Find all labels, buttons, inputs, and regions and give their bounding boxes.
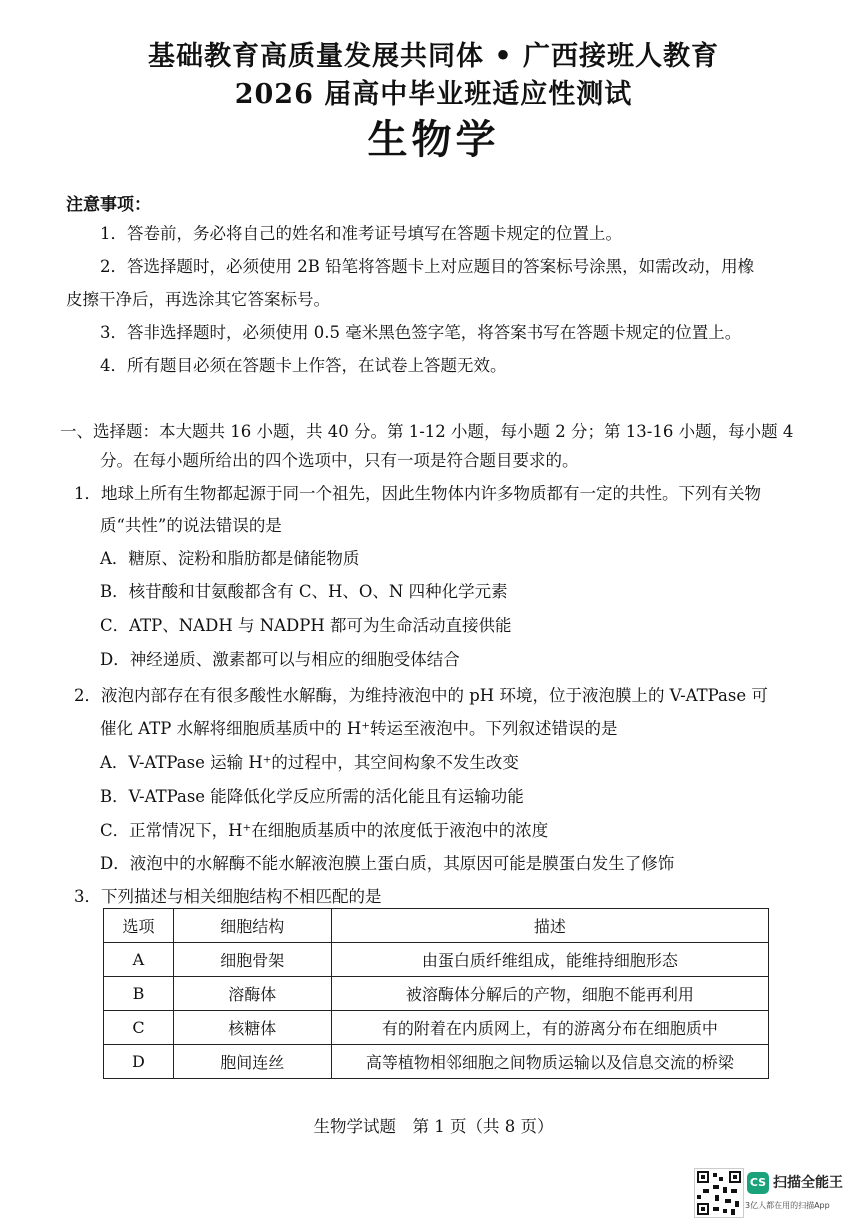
exam-organizer-title: 基础教育高质量发展共同体 • 广西接班人教育 — [147, 41, 720, 72]
q2-stem-cont: 催化 ATP 水解将细胞质基质中的 H⁺转运至液泡中。下列叙述错误的是 — [100, 719, 618, 738]
watermark-app-name: 扫描全能王 — [773, 1175, 843, 1191]
table-row — [104, 977, 769, 1011]
watermark-tagline: 3亿人都在用的扫描App — [745, 1201, 830, 1210]
subject-title: 生物学 — [367, 116, 500, 163]
q1-option-a: A．糖原、淀粉和脂肪都是储能物质 — [100, 549, 360, 568]
qr-code-icon — [694, 1168, 744, 1218]
table-cell: 由蛋白质纤维组成，能维持细胞形态 — [331, 943, 768, 977]
table-cell: 溶酶体 — [173, 977, 331, 1011]
table-row — [104, 1045, 769, 1079]
table-header: 描述 — [331, 909, 768, 943]
notice-item-2: 2．答选择题时，必须使用 2B 铅笔将答题卡上对应题目的答案标号涂黑，如需改动，用橡 — [100, 257, 755, 276]
q2-option-a: A．V-ATPase 运输 H⁺的过程中，其空间构象不发生改变 — [100, 753, 519, 772]
table-cell: 细胞骨架 — [173, 943, 331, 977]
notice-item-2-cont: 皮擦干净后，再选涂其它答案标号。 — [66, 290, 330, 309]
page-footer: 生物学试题 第 1 页（共 8 页） — [313, 1117, 554, 1136]
q2-stem: 2．液泡内部存在有很多酸性水解酶，为维持液泡中的 pH 环境，位于液泡膜上的 V-ATPase 可 — [74, 686, 768, 705]
table-header-row — [104, 909, 769, 943]
exam-name-title: 2026 届高中毕业班适应性测试 — [234, 79, 633, 110]
table-cell: 被溶酶体分解后的产物，细胞不能再利用 — [331, 977, 768, 1011]
q2-option-b: B．V-ATPase 能降低化学反应所需的活化能且有运输功能 — [100, 787, 524, 806]
table-cell: 高等植物相邻细胞之间物质运输以及信息交流的桥梁 — [331, 1045, 768, 1079]
q2-option-c: C．正常情况下，H⁺在细胞质基质中的浓度低于液泡中的浓度 — [100, 821, 549, 840]
camscanner-logo-icon: CS — [747, 1172, 769, 1194]
notice-heading: 注意事项： — [66, 195, 151, 215]
q1-option-d: D．神经递质、激素都可以与相应的细胞受体结合 — [100, 650, 460, 669]
table-cell: 核糖体 — [173, 1011, 331, 1045]
table-cell: A — [104, 943, 174, 977]
section-intro-cont: 分。在每小题所给出的四个选项中，只有一项是符合题目要求的。 — [100, 451, 579, 470]
table-cell: 胞间连丝 — [173, 1045, 331, 1079]
q1-stem-cont: 质“共性”的说法错误的是 — [100, 516, 282, 535]
q1-stem: 1．地球上所有生物都起源于同一个祖先，因此生物体内许多物质都有一定的共性。下列有关物 — [74, 484, 761, 503]
q3-table — [103, 908, 769, 1079]
section-intro: 一、选择题：本大题共 16 小题，共 40 分。第 1-12 小题，每小题 2 分；第 13-16 小题，每小题 4 — [60, 422, 794, 441]
table-row — [104, 1011, 769, 1045]
table-cell: 有的附着在内质网上，有的游离分布在细胞质中 — [331, 1011, 768, 1045]
q3-stem: 3．下列描述与相关细胞结构不相匹配的是 — [74, 887, 382, 906]
notice-item-4: 4．所有题目必须在答题卡上作答，在试卷上答题无效。 — [100, 356, 507, 375]
table-cell: C — [104, 1011, 174, 1045]
notice-item-3: 3．答非选择题时，必须使用 0.5 毫米黑色签字笔，将答案书写在答题卡规定的位置上。 — [100, 323, 742, 342]
q2-option-d: D．液泡中的水解酶不能水解液泡膜上蛋白质，其原因可能是膜蛋白发生了修饰 — [100, 854, 675, 873]
table-cell: D — [104, 1045, 174, 1079]
table-header: 选项 — [104, 909, 174, 943]
q1-option-c: C．ATP、NADH 与 NADPH 都可为生命活动直接供能 — [100, 616, 512, 635]
table-header: 细胞结构 — [173, 909, 331, 943]
q1-option-b: B．核苷酸和甘氨酸都含有 C、H、O、N 四种化学元素 — [100, 582, 508, 601]
table-row — [104, 943, 769, 977]
notice-item-1: 1．答卷前，务必将自己的姓名和准考证号填写在答题卡规定的位置上。 — [100, 224, 622, 243]
table-cell: B — [104, 977, 174, 1011]
